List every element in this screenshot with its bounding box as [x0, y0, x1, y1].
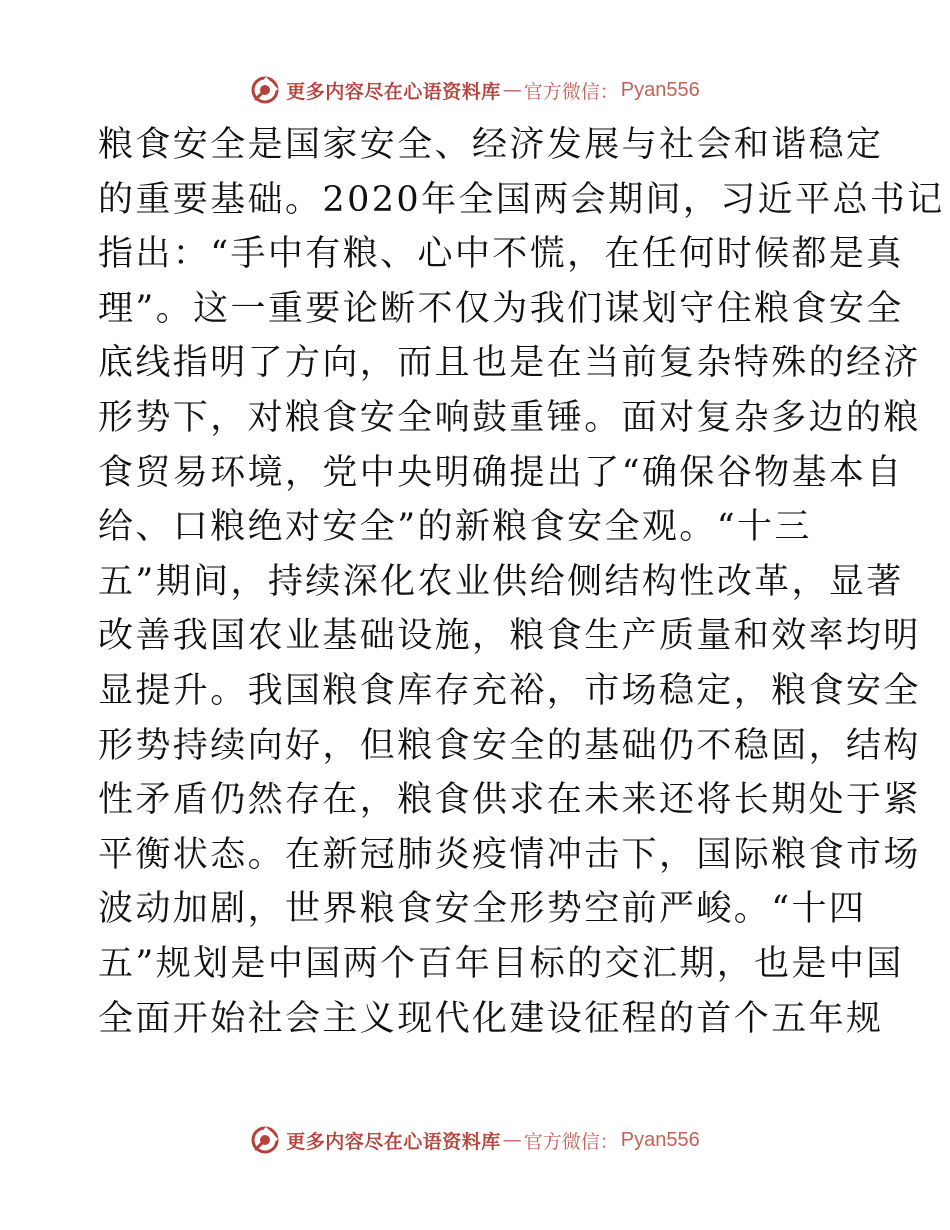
text-line: 的重要基础。2020年全国两会期间，习近平总书记 [98, 179, 945, 220]
wechat-label: 官方微信： [523, 1130, 619, 1153]
text-line: 性矛盾仍然存在，粮食供求在未来还将长期处于紧 [98, 780, 921, 821]
text-line: 理”。这一重要论断不仅为我们谋划守住粮食安全 [98, 288, 904, 329]
text-line: 底线指明了方向，而且也是在当前复杂特殊的经济 [98, 343, 921, 384]
brand-logo-icon [250, 1125, 280, 1155]
wechat-label: 官方微信： [523, 80, 619, 103]
text-line: 粮食安全是国家安全、经济发展与社会和谐稳定 [98, 125, 884, 165]
text-line: 五”期间，持续深化农业供给侧结构性改革，显著 [98, 561, 904, 602]
text-line: 给、口粮绝对安全”的新粮食安全观。“十三 [98, 507, 812, 548]
banner-separator: — [502, 1129, 522, 1151]
text-line: 食贸易环境，党中央明确提出了“确保谷物基本自 [98, 452, 904, 493]
footer-banner [0, 1120, 950, 1160]
banner-title: 更多内容尽在心语资料库 [286, 1130, 501, 1153]
text-line: 形势下，对粮食安全响鼓重锤。面对复杂多边的粮 [98, 397, 921, 438]
wechat-id: Pyan556 [620, 78, 700, 101]
brand-logo-icon [250, 75, 280, 105]
wechat-id: Pyan556 [620, 1128, 700, 1151]
text-line: 指出：“手中有粮、心中不慌，在任何时候都是真 [98, 234, 904, 275]
document-body [98, 118, 945, 1046]
header-banner [0, 70, 950, 110]
text-line: 形势持续向好，但粮食安全的基础仍不稳固，结构 [98, 725, 921, 766]
text-line: 五”规划是中国两个百年目标的交汇期，也是中国 [98, 943, 904, 984]
banner-title: 更多内容尽在心语资料库 [286, 80, 501, 103]
text-line: 改善我国农业基础设施，粮食生产质量和效率均明 [98, 616, 921, 657]
text-line: 波动加剧，世界粮食安全形势空前严峻。“十四 [98, 889, 867, 930]
banner-separator: — [502, 79, 522, 101]
text-line: 显提升。我国粮食库存充裕，市场稳定，粮食安全 [98, 670, 921, 711]
text-line: 全面开始社会主义现代化建设征程的首个五年规 [98, 998, 884, 1039]
text-line: 平衡状态。在新冠肺炎疫情冲击下，国际粮食市场 [98, 834, 921, 875]
